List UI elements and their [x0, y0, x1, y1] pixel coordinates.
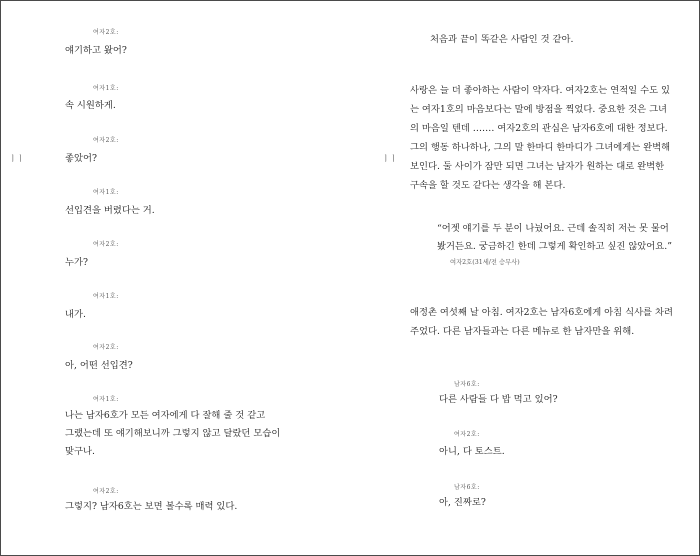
speaker-label: 여자2호:: [93, 344, 119, 351]
speaker-label: 여자2호:: [93, 29, 119, 36]
narrative-paragraph: 사랑은 늘 더 좋아하는 사람이 약자다. 여자2호는 연적일 수도 있 는 여자1호의 마음보다는 말에 방점을 찍었다. 중요한 것은 그녀 의 마음일 텐데 ……. 여자2호의 관심은 남자6호에 대한 정보다. 그의 행동 하나하나, 그의 말 한마디 한마디가 그녀에게는 완벽해 보인다. 둘 사이가 잠만 되면 그녀는 남자가 원하는 대로 완벽한 구속을 할 것도 같다는 생각을 해 본다.: [410, 85, 671, 191]
left-page: [1, 1, 350, 555]
speaker-label: 여자2호:: [93, 241, 119, 248]
dialogue-line: 아니, 다 토스트.: [439, 446, 505, 457]
speaker-label: 여자1호:: [93, 189, 119, 196]
speaker-label: 여자2호:: [454, 431, 480, 438]
dialogue-line: 속 시원하게.: [65, 100, 116, 111]
speaker-label: 남자6호:: [454, 381, 480, 388]
interview-quote: “어젯 얘기를 두 분이 나눴어요. 근데 솔직히 저는 못 물어 봤거든요. 궁금하긴 한데 그렇게 확인하고 싶진 않았어요.”: [437, 223, 672, 252]
dialogue-line: 얘기하고 왔어?: [65, 45, 127, 56]
right-page: [350, 1, 699, 555]
dialogue-line: 내가.: [65, 309, 86, 320]
speaker-label: 여자1호:: [93, 293, 119, 300]
dialogue-line: 누가?: [65, 257, 88, 268]
quote-source: 여자2호(31세/전 승무사): [450, 259, 520, 266]
speaker-label: 여자2호:: [93, 488, 119, 495]
opening-line: 처음과 끝이 똑같은 사람인 것 같아.: [430, 34, 574, 45]
speaker-label: 여자2호:: [93, 137, 119, 144]
dialogue-line: 그렇지? 남자6호는 보면 볼수록 매력 있다.: [65, 501, 238, 512]
dialogue-line: 아, 진짜로?: [439, 497, 486, 508]
narrative-paragraph: 애정촌 여섯째 날 아침. 여자2호는 남자6호에게 아침 식사를 차려 주었다. 다른 남자들과는 다른 메뉴로 한 남자만을 위해.: [410, 307, 673, 337]
dialogue-line: 아, 어떤 선입견?: [65, 360, 133, 371]
right-page-folio: ㅣㅣ: [382, 154, 398, 163]
speaker-label: 남자6호:: [454, 484, 480, 491]
speaker-label: 여자1호:: [93, 396, 119, 403]
dialogue-paragraph: 나는 남자6호가 모든 여자에게 다 잘해 줄 것 같고 그랬는데 또 얘기해보니까 그렇지 않고 달랐던 모습이 맞구나.: [65, 410, 281, 457]
speaker-label: 여자1호:: [93, 85, 119, 92]
dialogue-line: 선입견을 버렸다는 거.: [65, 205, 155, 216]
left-page-folio: ㅣㅣ: [9, 154, 25, 163]
dialogue-line: 다른 사람들 다 밥 먹고 있어?: [439, 394, 558, 405]
dialogue-line: 좋았어?: [65, 153, 97, 164]
